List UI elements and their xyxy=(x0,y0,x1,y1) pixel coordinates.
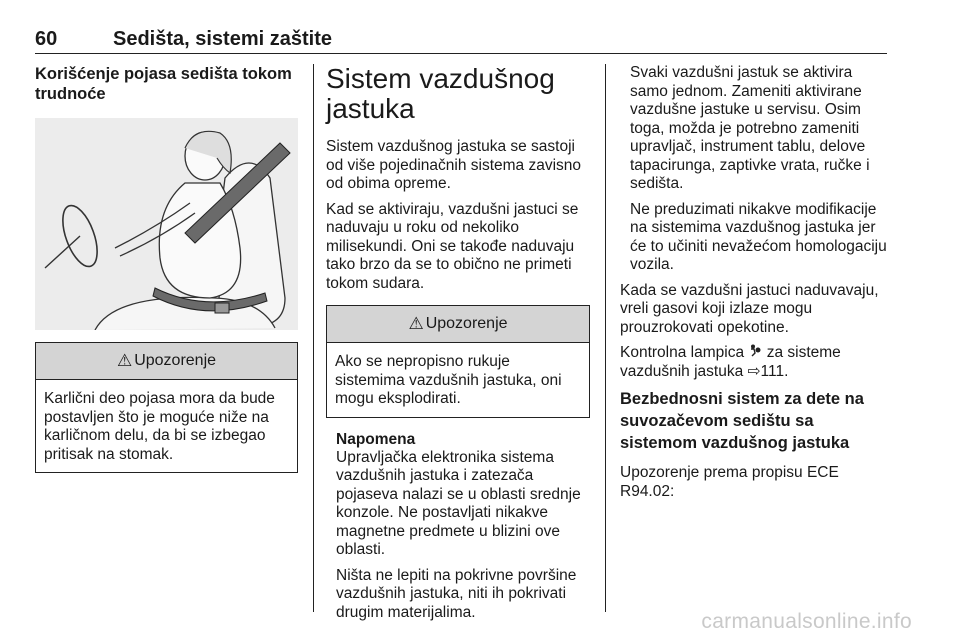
warning-triangle-icon: ⚠ xyxy=(408,314,424,333)
paragraph: Ne preduzimati nikakve modifikacije na sistemima vazdušnog jastuka jer će to učiniti nevažećom homologaciju vozila. xyxy=(630,200,887,273)
column-2 xyxy=(326,64,590,629)
page-reference[interactable]: 111. xyxy=(760,362,789,380)
paragraph xyxy=(620,344,888,381)
warning-header xyxy=(327,306,589,343)
warning-text: Ako se nepropisno rukuje sistemima vazdušnih jastuka, oni mogu eksplodirati. xyxy=(335,353,562,407)
page-header xyxy=(35,28,332,51)
column-divider xyxy=(605,64,606,612)
warning-text: Karlični deo pojasa mora da bude postavljen što je moguće niže na karličnom delu, da bi se izbegao pritisak na stomak. xyxy=(44,390,275,463)
warning-body xyxy=(36,380,297,472)
paragraph: Kad se aktiviraju, vazdušni jastuci se naduvaju u roku od nekoliko milisekundi. Oni se takođe naduvaju tako brzo da se to obično ne primeti tokom sudara. xyxy=(326,200,579,292)
inline-text: za sisteme vazdušnih jastuka xyxy=(620,344,841,380)
paragraph: Svaki vazdušni jastuk se aktivira samo jednom. Zameniti aktivirane vazdušne jastuke u servisu. Osim toga, možda je potrebno zameniti upravljač, instrument tablu, delove tapacirunga, zaptivke vrata, ručke i sedišta. xyxy=(630,64,870,192)
warning-title: Upozorenje xyxy=(134,352,217,369)
section-title: Sistem vazdušnog jastuka xyxy=(326,63,555,124)
paragraph: Kada se vazdušni jastuci naduvavaju, vreli gasovi koji izlaze mogu prouzrokovati opekotine. xyxy=(620,281,879,336)
note-paragraph: Upravljačka elektronika sistema vazdušnih jastuka i zatezača pojaseva nalazi se u oblasti srednje konzole. Ne postavljati nikakve magnetne predmete u blizini ove oblasti. xyxy=(336,448,581,558)
indented-block xyxy=(620,64,888,275)
warning-body xyxy=(327,343,589,417)
chapter-title: Sedišta, sistemi zaštite xyxy=(113,28,332,50)
warning-box xyxy=(35,342,298,473)
column-3 xyxy=(620,64,888,508)
header-rule xyxy=(35,53,887,54)
section-heading: Bezbednosni sistem za dete na suvozačevom sedištu sa sistemom vazdušnog jastuka xyxy=(620,390,864,452)
note-paragraph: Ništa ne lepiti na pokrivne površine vazdušnih jastuka, niti ih pokrivati drugim materijalima. xyxy=(336,566,577,621)
column-1 xyxy=(35,64,298,473)
note-title: Napomena xyxy=(336,430,416,448)
page-reference-icon: ⇨ xyxy=(747,362,761,380)
warning-triangle-icon: ⚠ xyxy=(116,351,133,370)
column-divider xyxy=(313,64,314,612)
section-heading: Korišćenje pojasa sedišta tokom trudnoće xyxy=(35,65,292,103)
pregnant-seatbelt-illustration xyxy=(35,118,298,330)
page-number: 60 xyxy=(35,28,58,50)
paragraph: Sistem vazdušnog jastuka se sastoji od više pojedinačnih sistema zavisno od obima opreme. xyxy=(326,138,582,192)
warning-box xyxy=(326,305,590,418)
inline-text: Kontrolna lampica xyxy=(620,344,745,361)
watermark: carmanualsonline.info xyxy=(701,610,912,633)
note-block xyxy=(326,431,590,623)
airbag-icon xyxy=(748,344,762,363)
warning-title: Upozorenje xyxy=(425,315,508,332)
paragraph: Upozorenje prema propisu ECE R94.02: xyxy=(620,464,839,500)
warning-header xyxy=(36,343,297,380)
